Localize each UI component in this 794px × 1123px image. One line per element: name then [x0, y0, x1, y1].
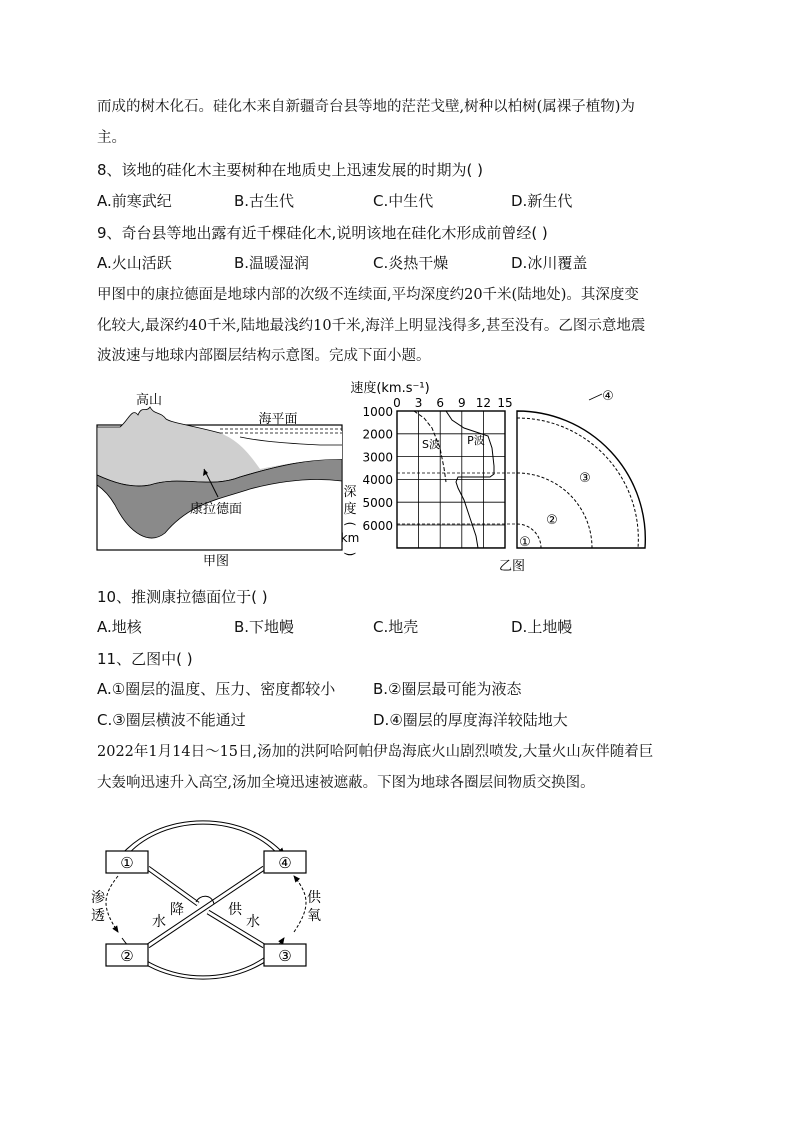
q8-option-a[interactable]: A.前寒武纪	[97, 192, 172, 210]
jia-mountain-label: 高山	[135, 393, 163, 408]
exchange-center-right-0: 供	[228, 902, 242, 918]
exchange-label-1: ①	[120, 854, 134, 872]
passage2-line-2: 化较大,最深约40千米,陆地最浅约10千米,海洋上明显浅得多,甚至没有。乙图示意地震	[97, 318, 646, 334]
q10-option-a[interactable]: A.地核	[97, 618, 142, 636]
yi-layer4-leader	[589, 394, 602, 400]
yi-speed-ticks	[393, 396, 512, 410]
exchange-arc-left	[106, 876, 118, 932]
jia-conrad-label: 康拉德面	[189, 502, 243, 517]
intro-line-1: 而成的树木化石。硅化木来自新疆奇台县等地的茫茫戈壁,树种以柏树(属裸子植物)为	[97, 99, 635, 115]
yi-depth-label-2: (	[343, 521, 357, 527]
exchange-center-right-1: 水	[246, 914, 260, 930]
q8-option-d[interactable]: D.新生代	[511, 192, 573, 210]
yi-depth-label-1: 度	[343, 502, 357, 517]
yi-speed-tick: 3	[414, 396, 423, 410]
q8-option-c[interactable]: C.中生代	[373, 192, 434, 210]
yi-speed-tick: 12	[475, 396, 492, 410]
yi-moho-arc	[517, 418, 638, 548]
exchange-center-left-0: 降	[170, 902, 184, 918]
question-9-stem: 9、奇台县等地出露有近千棵硅化木,说明该地在硅化木形成前曾经( )	[97, 224, 548, 242]
yi-depth-label-4: )	[343, 551, 357, 557]
exchange-left-label-0: 渗	[91, 890, 105, 906]
yi-depth-ticks	[362, 405, 393, 533]
q11-option-d[interactable]: D.④圈层的厚度海洋较陆地大	[373, 711, 568, 729]
q11-option-a[interactable]: A.①圈层的温度、压力、密度都较小	[97, 680, 336, 698]
exchange-label-2: ②	[120, 947, 134, 965]
yi-speed-tick: 9	[457, 396, 466, 410]
question-10-stem: 10、推测康拉德面位于( )	[97, 588, 268, 606]
exchange-label-3: ③	[278, 947, 292, 965]
question-8-stem: 8、该地的硅化木主要树种在地质史上迅速发展的时期为( )	[97, 161, 484, 179]
yi-layer-label-2: ②	[546, 513, 558, 528]
q10-option-c[interactable]: C.地壳	[373, 618, 419, 636]
yi-depth-tick: 5000	[362, 496, 393, 510]
yi-layer-label-3: ③	[579, 471, 591, 486]
yi-layer-label-4: ④	[602, 389, 614, 404]
figure-yi-seismic	[340, 378, 650, 576]
yi-depth-tick: 6000	[362, 518, 393, 533]
exchange-label-4: ④	[278, 854, 292, 872]
passage2-line-3: 波波速与地球内部圈层结构示意图。完成下面小题。	[97, 348, 431, 364]
exchange-center-left-1: 水	[152, 914, 166, 930]
q9-option-b[interactable]: B.温暖湿润	[234, 254, 310, 272]
q11-option-b[interactable]: B.②圈层最可能为液态	[373, 680, 522, 698]
yi-depth-label-3: km	[340, 531, 360, 545]
yi-speed-tick: 15	[497, 396, 513, 410]
yi-s-wave-label: S波	[422, 438, 440, 451]
yi-p-wave-label: P波	[467, 434, 485, 447]
yi-caption: 乙图	[498, 559, 526, 574]
intro-line-2: 主。	[97, 130, 126, 146]
yi-grid	[397, 411, 505, 548]
yi-speed-tick: 6	[436, 396, 445, 410]
exchange-left-label-1: 透	[91, 908, 105, 924]
exchange-diag-1a-inner	[148, 868, 198, 904]
passage2-line-1: 甲图中的康拉德面是地球内部的次级不连续面,平均深度约20千米(陆地处)。其深度变	[97, 287, 639, 303]
yi-layer-label-1: ①	[519, 535, 531, 550]
jia-sea-level-label: 海平面	[258, 412, 298, 427]
yi-depth-tick: 4000	[362, 473, 393, 488]
q8-option-b[interactable]: B.古生代	[234, 192, 295, 210]
passage3-line-2: 大轰响迅速升入高空,汤加全境迅速被遮蔽。下图为地球各圈层间物质交换图。	[97, 775, 595, 791]
exchange-arc-top-outer	[122, 821, 284, 854]
jia-caption: 甲图	[202, 554, 230, 569]
q10-option-d[interactable]: D.上地幔	[511, 618, 573, 636]
question-11-stem: 11、乙图中( )	[97, 650, 193, 668]
yi-depth-tick: 2000	[362, 427, 393, 442]
yi-speed-axis-label: 速度(km.s⁻¹)	[350, 381, 430, 396]
yi-depth-tick: 1000	[362, 404, 393, 419]
figure-sphere-exchange	[88, 808, 328, 998]
exchange-right-label-1: 氧	[307, 908, 321, 924]
q10-option-b[interactable]: B.下地幔	[234, 618, 295, 636]
yi-speed-tick: 0	[393, 396, 401, 410]
q11-option-c[interactable]: C.③圈层横波不能通过	[97, 711, 246, 729]
q9-option-c[interactable]: C.炎热干燥	[373, 254, 449, 272]
yi-depth-tick: 3000	[362, 450, 393, 465]
figure-jia-cross-section	[90, 385, 348, 570]
q9-option-d[interactable]: D.冰川覆盖	[511, 254, 588, 272]
exchange-right-label-0: 供	[307, 890, 321, 906]
q9-option-a[interactable]: A.火山活跃	[97, 254, 172, 272]
passage3-line-1: 2022年1月14日～15日,汤加的洪阿哈阿帕伊岛海底火山剧烈喷发,大量火山灰伴随着巨	[97, 744, 654, 760]
exchange-arc-right	[294, 876, 306, 932]
yi-depth-label-0: 深	[343, 485, 357, 500]
